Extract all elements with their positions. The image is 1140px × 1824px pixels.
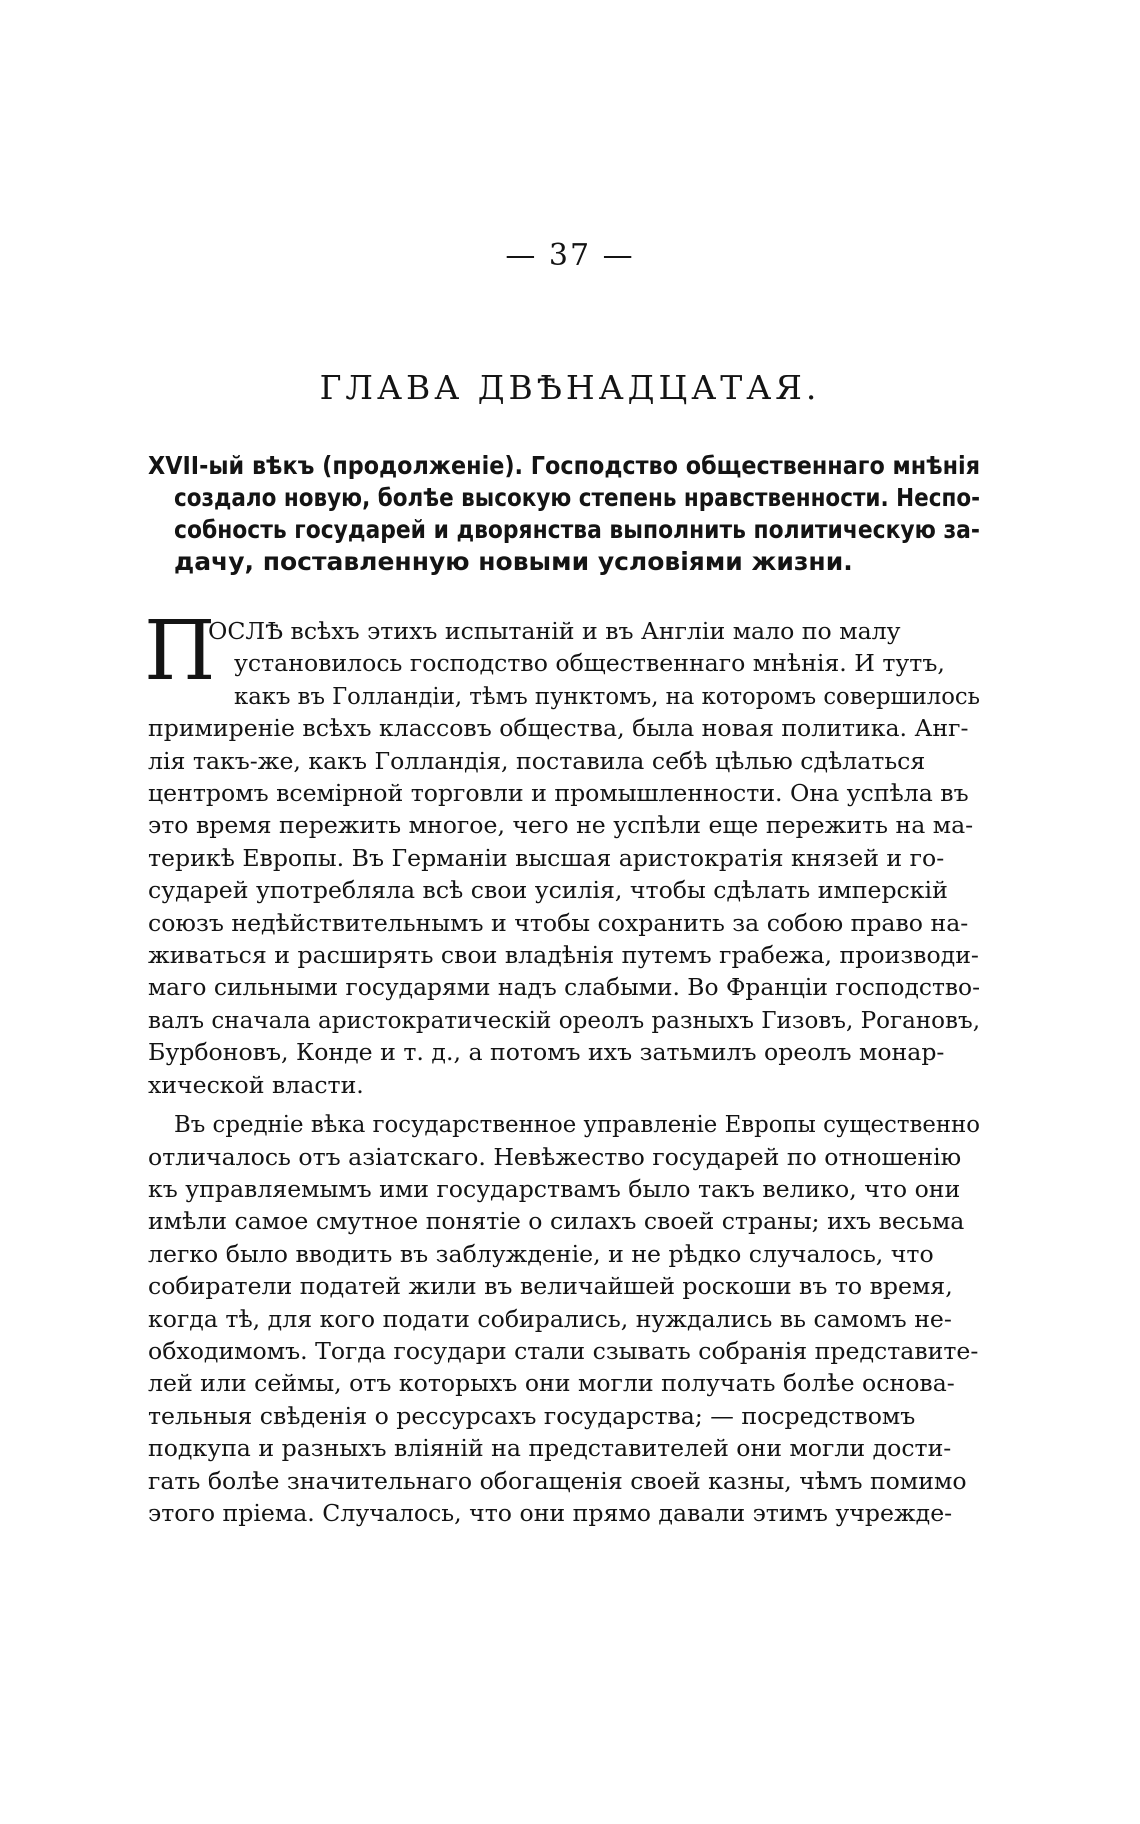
text-line: гать болѣе значительнаго обогащенія своей казны, чѣмъ помимо bbox=[148, 1466, 967, 1495]
drop-cap: П bbox=[144, 604, 216, 699]
text-line: лія такъ-же, какъ Голландія, поставила себѣ цѣлью сдѣлаться bbox=[148, 746, 926, 775]
text-line: имѣли самое смутное понятіе о силахъ своей страны; ихъ весьма bbox=[148, 1207, 965, 1236]
text-line: сударей употребляла всѣ свои усилія, чтобы сдѣлать имперскій bbox=[148, 876, 948, 905]
summary-line: собность государей и дворянства выполнить политическую за- bbox=[174, 515, 980, 544]
paragraph-1 bbox=[148, 615, 980, 1101]
text-line: живаться и расширять свои владѣнія путемъ грабежа, производи- bbox=[148, 941, 979, 970]
text-line: маго сильными государями надъ слабыми. Во Франціи господство- bbox=[148, 973, 981, 1002]
page-number: — 37 — bbox=[505, 238, 635, 273]
text-line: обходимомъ. Тогда государи стали сзывать собранія представите- bbox=[148, 1336, 979, 1365]
chapter-title: ГЛАВА ДВѢНАДЦАТАЯ. bbox=[319, 368, 821, 407]
body-text bbox=[148, 615, 980, 1529]
text-line: валъ сначала аристократическій ореолъ разныхъ Гизовъ, Рогановъ, bbox=[148, 1005, 981, 1034]
text-line: отличалось отъ азіатскаго. Невѣжество государей по отношенію bbox=[148, 1142, 962, 1171]
text-line: подкупа и разныхъ вліяній на представителей они могли дости- bbox=[148, 1434, 952, 1463]
text-line: ОСЛѢ всѣхъ этихъ испытаній и въ Англіи мало по малу bbox=[208, 617, 901, 645]
summary-line: XVII-ый вѣкъ (продолженіе). Господство общественнаго мнѣнія bbox=[148, 451, 981, 480]
text-line: тельныя свѣденія о рессурсахъ государства; — посредствомъ bbox=[148, 1401, 916, 1430]
text-line: центромъ всемірной торговли и промышленности. Она успѣла въ bbox=[148, 779, 969, 808]
text-line: примиреніе всѣхъ классовъ общества, была новая политика. Анг- bbox=[148, 714, 969, 743]
text-line: Въ средніе вѣка государственное управленіе Европы существенно bbox=[174, 1110, 981, 1139]
chapter-summary bbox=[148, 450, 980, 578]
paragraph-2 bbox=[148, 1108, 980, 1529]
text-line: лей или сеймы, отъ которыхъ они могли получать болѣе основа- bbox=[148, 1369, 955, 1398]
text-line: собиратели податей жили въ величайшей роскоши въ то время, bbox=[148, 1272, 953, 1301]
text-line: Бурбоновъ, Конде и т. д., а потомъ ихъ затьмилъ ореолъ монар- bbox=[148, 1038, 945, 1067]
text-line: это время пережить многое, чего не успѣли еще пережить на ма- bbox=[148, 811, 974, 840]
text-line: установилось господство общественнаго мнѣнія. И тутъ, bbox=[234, 649, 945, 678]
text-line: какъ въ Голландіи, тѣмъ пунктомъ, на которомъ совершилось bbox=[234, 681, 981, 710]
text-line: хической власти. bbox=[148, 1070, 364, 1099]
text-line: легко было вводить въ заблужденіе, и не рѣдко случалось, что bbox=[148, 1239, 934, 1268]
summary-line: дачу, поставленную новыми условіями жизни. bbox=[174, 547, 853, 576]
text-line: когда тѣ, для кого подати собирались, нуждались вь самомъ не- bbox=[148, 1304, 952, 1333]
text-line: терикѣ Европы. Въ Германіи высшая аристократія князей и го- bbox=[148, 843, 945, 872]
text-line: къ управляемымъ ими государствамъ было такъ велико, что они bbox=[148, 1174, 961, 1203]
text-line: этого пріема. Случалось, что они прямо давали этимъ учрежде- bbox=[148, 1498, 953, 1527]
summary-line: создало новую, болѣе высокую степень нравственности. Неспо- bbox=[174, 483, 981, 512]
text-line: союзъ недѣйствительнымъ и чтобы сохранить за собою право на- bbox=[148, 908, 969, 937]
